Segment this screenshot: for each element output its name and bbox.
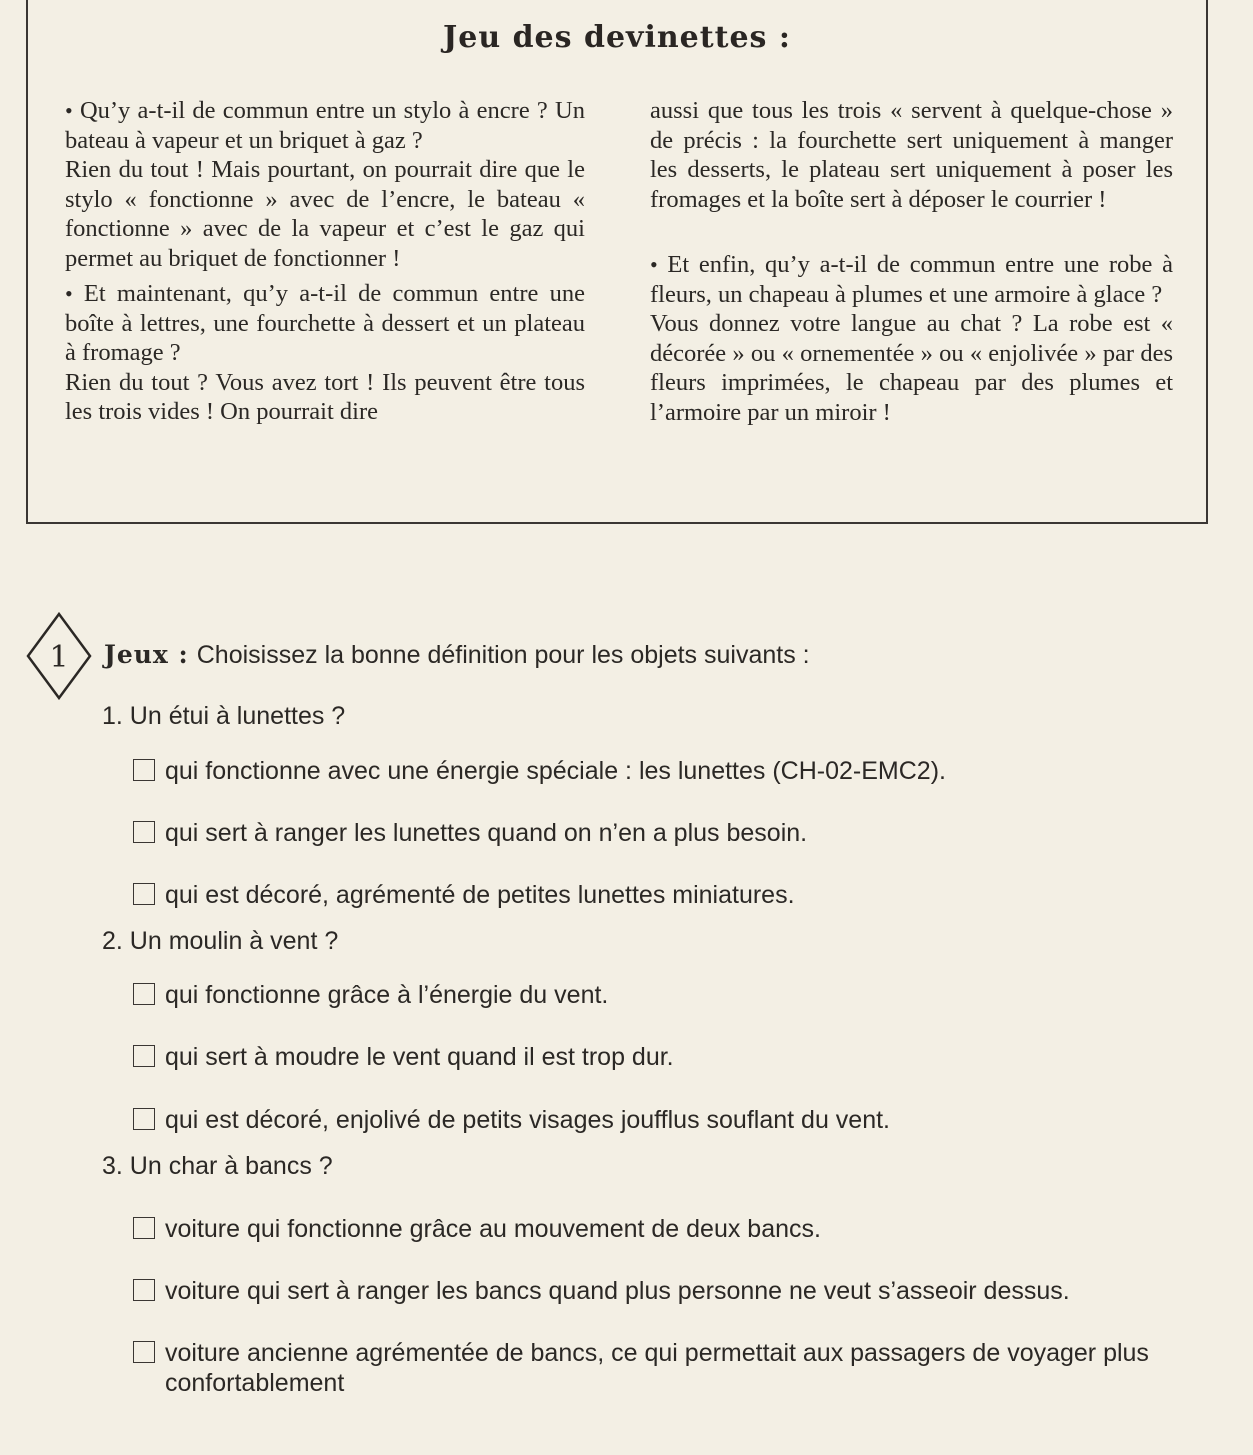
- question-2: 2. Un moulin à vent ?: [102, 927, 339, 955]
- riddle-text: Et maintenant, qu’y a-t-il de commun entre une boîte à lettres, une fourchette à dessert et un plateau à fromage ?: [65, 280, 585, 366]
- option-2b: [133, 1042, 1213, 1072]
- question-3: 3. Un char à bancs ?: [102, 1152, 333, 1180]
- option-2c: [133, 1105, 1213, 1135]
- bullet-icon: •: [65, 98, 73, 123]
- option-1b: [133, 818, 1213, 848]
- checkbox-2c[interactable]: [133, 1108, 155, 1130]
- riddle-box: [26, 0, 1208, 524]
- riddle-paragraph: Rien du tout ? Vous avez tort ! Ils peuvent être tous les trois vides ! On pourrait dire: [65, 368, 585, 425]
- checkbox-1b[interactable]: [133, 821, 155, 843]
- option-3b: [133, 1276, 1213, 1306]
- option-3a: [133, 1214, 1213, 1244]
- riddle-right-column: [650, 96, 1173, 427]
- riddle-paragraph: [65, 96, 585, 155]
- checkbox-1c[interactable]: [133, 883, 155, 905]
- riddle-left-column: [65, 96, 585, 427]
- option-label: qui fonctionne avec une énergie spéciale : les lunettes (CH-02-EMC2).: [165, 757, 946, 785]
- option-label: qui fonctionne grâce à l’énergie du vent.: [165, 981, 609, 1009]
- bullet-icon: •: [65, 281, 73, 306]
- riddle-paragraph: aussi que tous les trois « servent à quelque-chose » de précis : la fourchette sert uniquement à manger les desserts, le plateau sert uniquement à poser les fromages et la boîte sert à déposer le courrier !: [650, 97, 1173, 213]
- exercise-heading: [104, 640, 810, 670]
- option-label: qui sert à moudre le vent quand il est trop dur.: [165, 1043, 674, 1071]
- riddle-text: Et enfin, qu’y a-t-il de commun entre une robe à fleurs, un chapeau à plumes et une armoire à glace ?: [650, 251, 1173, 308]
- option-1c: [133, 880, 1213, 910]
- checkbox-3b[interactable]: [133, 1279, 155, 1301]
- question-1: 1. Un étui à lunettes ?: [102, 702, 346, 730]
- checkbox-1a[interactable]: [133, 759, 155, 781]
- option-2a: [133, 980, 1213, 1010]
- checkbox-2b[interactable]: [133, 1045, 155, 1067]
- option-label: voiture ancienne agrémentée de bancs, ce qui permettait aux passagers de voyager plus confortablement: [165, 1339, 1149, 1397]
- checkbox-3a[interactable]: [133, 1217, 155, 1239]
- option-label: voiture qui fonctionne grâce au mouvement de deux bancs.: [165, 1215, 821, 1243]
- option-label: qui est décoré, enjolivé de petits visages joufflus souflant du vent.: [165, 1106, 890, 1134]
- riddle-text: Qu’y a-t-il de commun entre un stylo à encre ? Un bateau à vapeur et un briquet à gaz ?: [65, 97, 585, 154]
- bullet-icon: •: [650, 252, 658, 277]
- option-label: qui sert à ranger les lunettes quand on n’en a plus besoin.: [165, 819, 808, 847]
- exercise-instruction: Choisissez la bonne définition pour les objets suivants :: [196, 641, 810, 669]
- checkbox-3c[interactable]: [133, 1341, 155, 1363]
- exercise-number: 1: [49, 640, 69, 675]
- riddle-title: Jeu des devinettes :: [443, 20, 791, 55]
- option-label: voiture qui sert à ranger les bancs quand plus personne ne veut s’asseoir dessus.: [165, 1277, 1070, 1305]
- riddle-paragraph: [65, 279, 585, 368]
- exercise-number-diamond-icon: [26, 612, 92, 700]
- option-3c: [133, 1338, 1213, 1398]
- checkbox-2a[interactable]: [133, 983, 155, 1005]
- riddle-paragraph: Rien du tout ! Mais pourtant, on pourrait dire que le stylo « fonctionne » avec de l’encre, le bateau « fonctionne » avec de la vapeur et c’est le gaz qui permet au briquet de fonctionner !: [65, 156, 585, 272]
- riddle-paragraph: Vous donnez votre langue au chat ? La robe est « décorée » ou « ornementée » ou « enjolivée » par des fleurs imprimées, le chapeau par des plumes et l’armoire par un miroir !: [650, 310, 1173, 426]
- option-1a: [133, 756, 1213, 786]
- riddle-paragraph: [650, 250, 1173, 309]
- option-label: qui est décoré, agrémenté de petites lunettes miniatures.: [165, 881, 795, 909]
- exercise-keyword: Jeux :: [104, 640, 189, 669]
